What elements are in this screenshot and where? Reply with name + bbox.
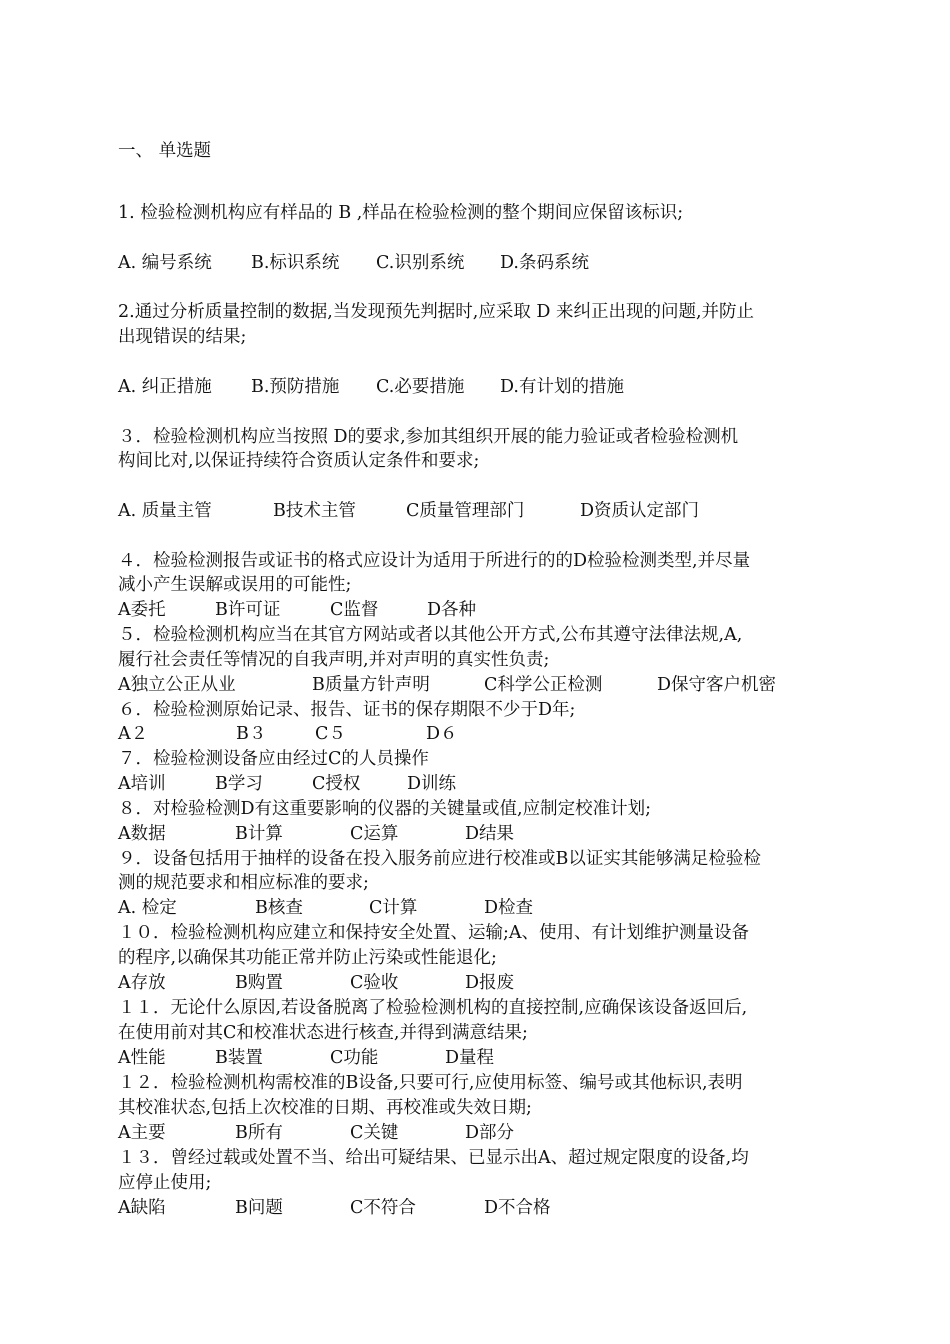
question-9-text-line2: 测的规范要求和相应标准的要求; xyxy=(118,873,369,893)
option-d: D不合格 xyxy=(484,1198,551,1218)
option-b: B核查 xyxy=(255,898,303,918)
question-5-text-line2: 履行社会责任等情况的自我声明,并对声明的真实性负责; xyxy=(118,650,550,670)
question-13-text-line1: １３．曾经过载或处置不当、给出可疑结果、已显示出A、超过规定限度的设备,均 xyxy=(118,1148,749,1168)
question-13-text-line2: 应停止使用; xyxy=(118,1173,212,1193)
option-b: B问题 xyxy=(235,1198,283,1218)
option-d: D报废 xyxy=(465,973,515,993)
option-a: A性能 xyxy=(118,1048,166,1068)
option-a: A存放 xyxy=(118,973,166,993)
option-c: C关键 xyxy=(350,1123,399,1143)
option-a: A. 编号系统 xyxy=(118,253,212,273)
option-b: B购置 xyxy=(235,973,283,993)
option-a: A. 检定 xyxy=(118,898,177,918)
option-c: C监督 xyxy=(330,600,379,620)
question-8-text: ８．对检验检测D有这重要影响的仪器的关键量或值,应制定校准计划; xyxy=(118,799,651,819)
question-6-text: ６．检验检测原始记录、报告、证书的保存期限不少于D年; xyxy=(118,700,576,720)
option-b: B许可证 xyxy=(215,600,281,620)
option-c: C授权 xyxy=(312,774,361,794)
question-2-options xyxy=(118,375,838,399)
option-a: A. 纠正措施 xyxy=(118,377,212,397)
question-9-options xyxy=(118,896,838,920)
option-b: B技术主管 xyxy=(273,501,356,521)
option-a: A独立公正从业 xyxy=(118,675,236,695)
question-9-text-line1: ９．设备包括用于抽样的设备在投入服务前应进行校准或B以证实其能够满足检验检 xyxy=(118,849,761,869)
question-7-options xyxy=(118,772,838,796)
question-10-options xyxy=(118,971,838,995)
section-title: 一、 单选题 xyxy=(118,141,212,161)
option-c: C计算 xyxy=(369,898,418,918)
option-d: D各种 xyxy=(427,600,477,620)
question-3-text-line1: ３．检验检测机构应当按照 D的要求,参加其组织开展的能力验证或者检验检测机 xyxy=(118,427,739,447)
option-b: B装置 xyxy=(215,1048,263,1068)
question-11-text-line2: 在使用前对其C和校准状态进行核查,并得到满意结果; xyxy=(118,1023,528,1043)
option-c: C不符合 xyxy=(350,1198,416,1218)
question-12-text-line1: １２．检验检测机构需校准的B设备,只要可行,应使用标签、编号或其他标识,表明 xyxy=(118,1073,743,1093)
question-8-options xyxy=(118,822,838,846)
option-d: D结果 xyxy=(465,824,515,844)
option-d: D资质认定部门 xyxy=(580,501,700,521)
option-d: D量程 xyxy=(445,1048,495,1068)
option-d: D保守客户机密 xyxy=(657,675,777,695)
question-4-text-line1: ４．检验检测报告或证书的格式应设计为适用于所进行的的D检验检测类型,并尽量 xyxy=(118,551,751,571)
option-a: A培训 xyxy=(118,774,166,794)
question-2-text-line2: 出现错误的结果; xyxy=(118,327,247,347)
question-7-text: ７．检验检测设备应由经过C的人员操作 xyxy=(118,749,429,769)
option-b: B质量方针声明 xyxy=(312,675,430,695)
question-4-options xyxy=(118,598,838,622)
question-11-options xyxy=(118,1046,838,1070)
question-12-text-line2: 其校准状态,包括上次校准的日期、再校准或失效日期; xyxy=(118,1098,532,1118)
question-5-text-line1: ５．检验检测机构应当在其官方网站或者以其他公开方式,公布其遵守法律法规,A, xyxy=(118,625,743,645)
question-4-text-line2: 减小产生误解或误用的可能性; xyxy=(118,575,352,595)
option-c: C质量管理部门 xyxy=(406,501,525,521)
question-2-text-line1: 2.通过分析质量控制的数据,当发现预先判据时,应采取 D 来纠正出现的问题,并防止 xyxy=(118,302,755,322)
question-1-text: 1. 检验检测机构应有样品的 B ,样品在检验检测的整个期间应保留该标识; xyxy=(118,203,684,223)
question-11-text-line1: １１．无论什么原因,若设备脱离了检验检测机构的直接控制,应确保该设备返回后, xyxy=(118,998,748,1018)
question-12-options xyxy=(118,1121,838,1145)
option-c: C科学公正检测 xyxy=(484,675,603,695)
question-13-options xyxy=(118,1196,838,1220)
question-5-options xyxy=(118,673,838,697)
option-c: C验收 xyxy=(350,973,399,993)
option-c: C.识别系统 xyxy=(376,253,465,273)
question-1-options xyxy=(118,251,838,275)
option-c: C５ xyxy=(315,724,346,744)
question-6-options xyxy=(118,722,838,746)
option-a: A. 质量主管 xyxy=(118,501,212,521)
option-b: B学习 xyxy=(215,774,263,794)
option-a: A数据 xyxy=(118,824,166,844)
option-b: B.预防措施 xyxy=(251,377,340,397)
option-a: A委托 xyxy=(118,600,166,620)
question-3-options xyxy=(118,499,838,523)
option-d: D.有计划的措施 xyxy=(500,377,624,397)
option-d: D６ xyxy=(426,724,458,744)
option-b: B所有 xyxy=(235,1123,283,1143)
option-d: D部分 xyxy=(465,1123,515,1143)
option-c: C运算 xyxy=(350,824,399,844)
option-d: D训练 xyxy=(407,774,457,794)
option-a: A主要 xyxy=(118,1123,166,1143)
question-10-text-line2: 的程序,以确保其功能正常并防止污染或性能退化; xyxy=(118,948,497,968)
option-c: C功能 xyxy=(330,1048,379,1068)
option-b: B３ xyxy=(236,724,267,744)
option-d: D.条码系统 xyxy=(500,253,589,273)
question-3-text-line2: 构间比对,以保证持续符合资质认定条件和要求; xyxy=(118,451,480,471)
question-10-text-line1: １０．检验检测机构应建立和保持安全处置、运输;A、使用、有计划维护测量设备 xyxy=(118,923,750,943)
option-b: B.标识系统 xyxy=(251,253,340,273)
option-d: D检查 xyxy=(484,898,534,918)
option-c: C.必要措施 xyxy=(376,377,465,397)
option-b: B计算 xyxy=(235,824,283,844)
option-a: A缺陷 xyxy=(118,1198,166,1218)
option-a: A２ xyxy=(118,724,149,744)
